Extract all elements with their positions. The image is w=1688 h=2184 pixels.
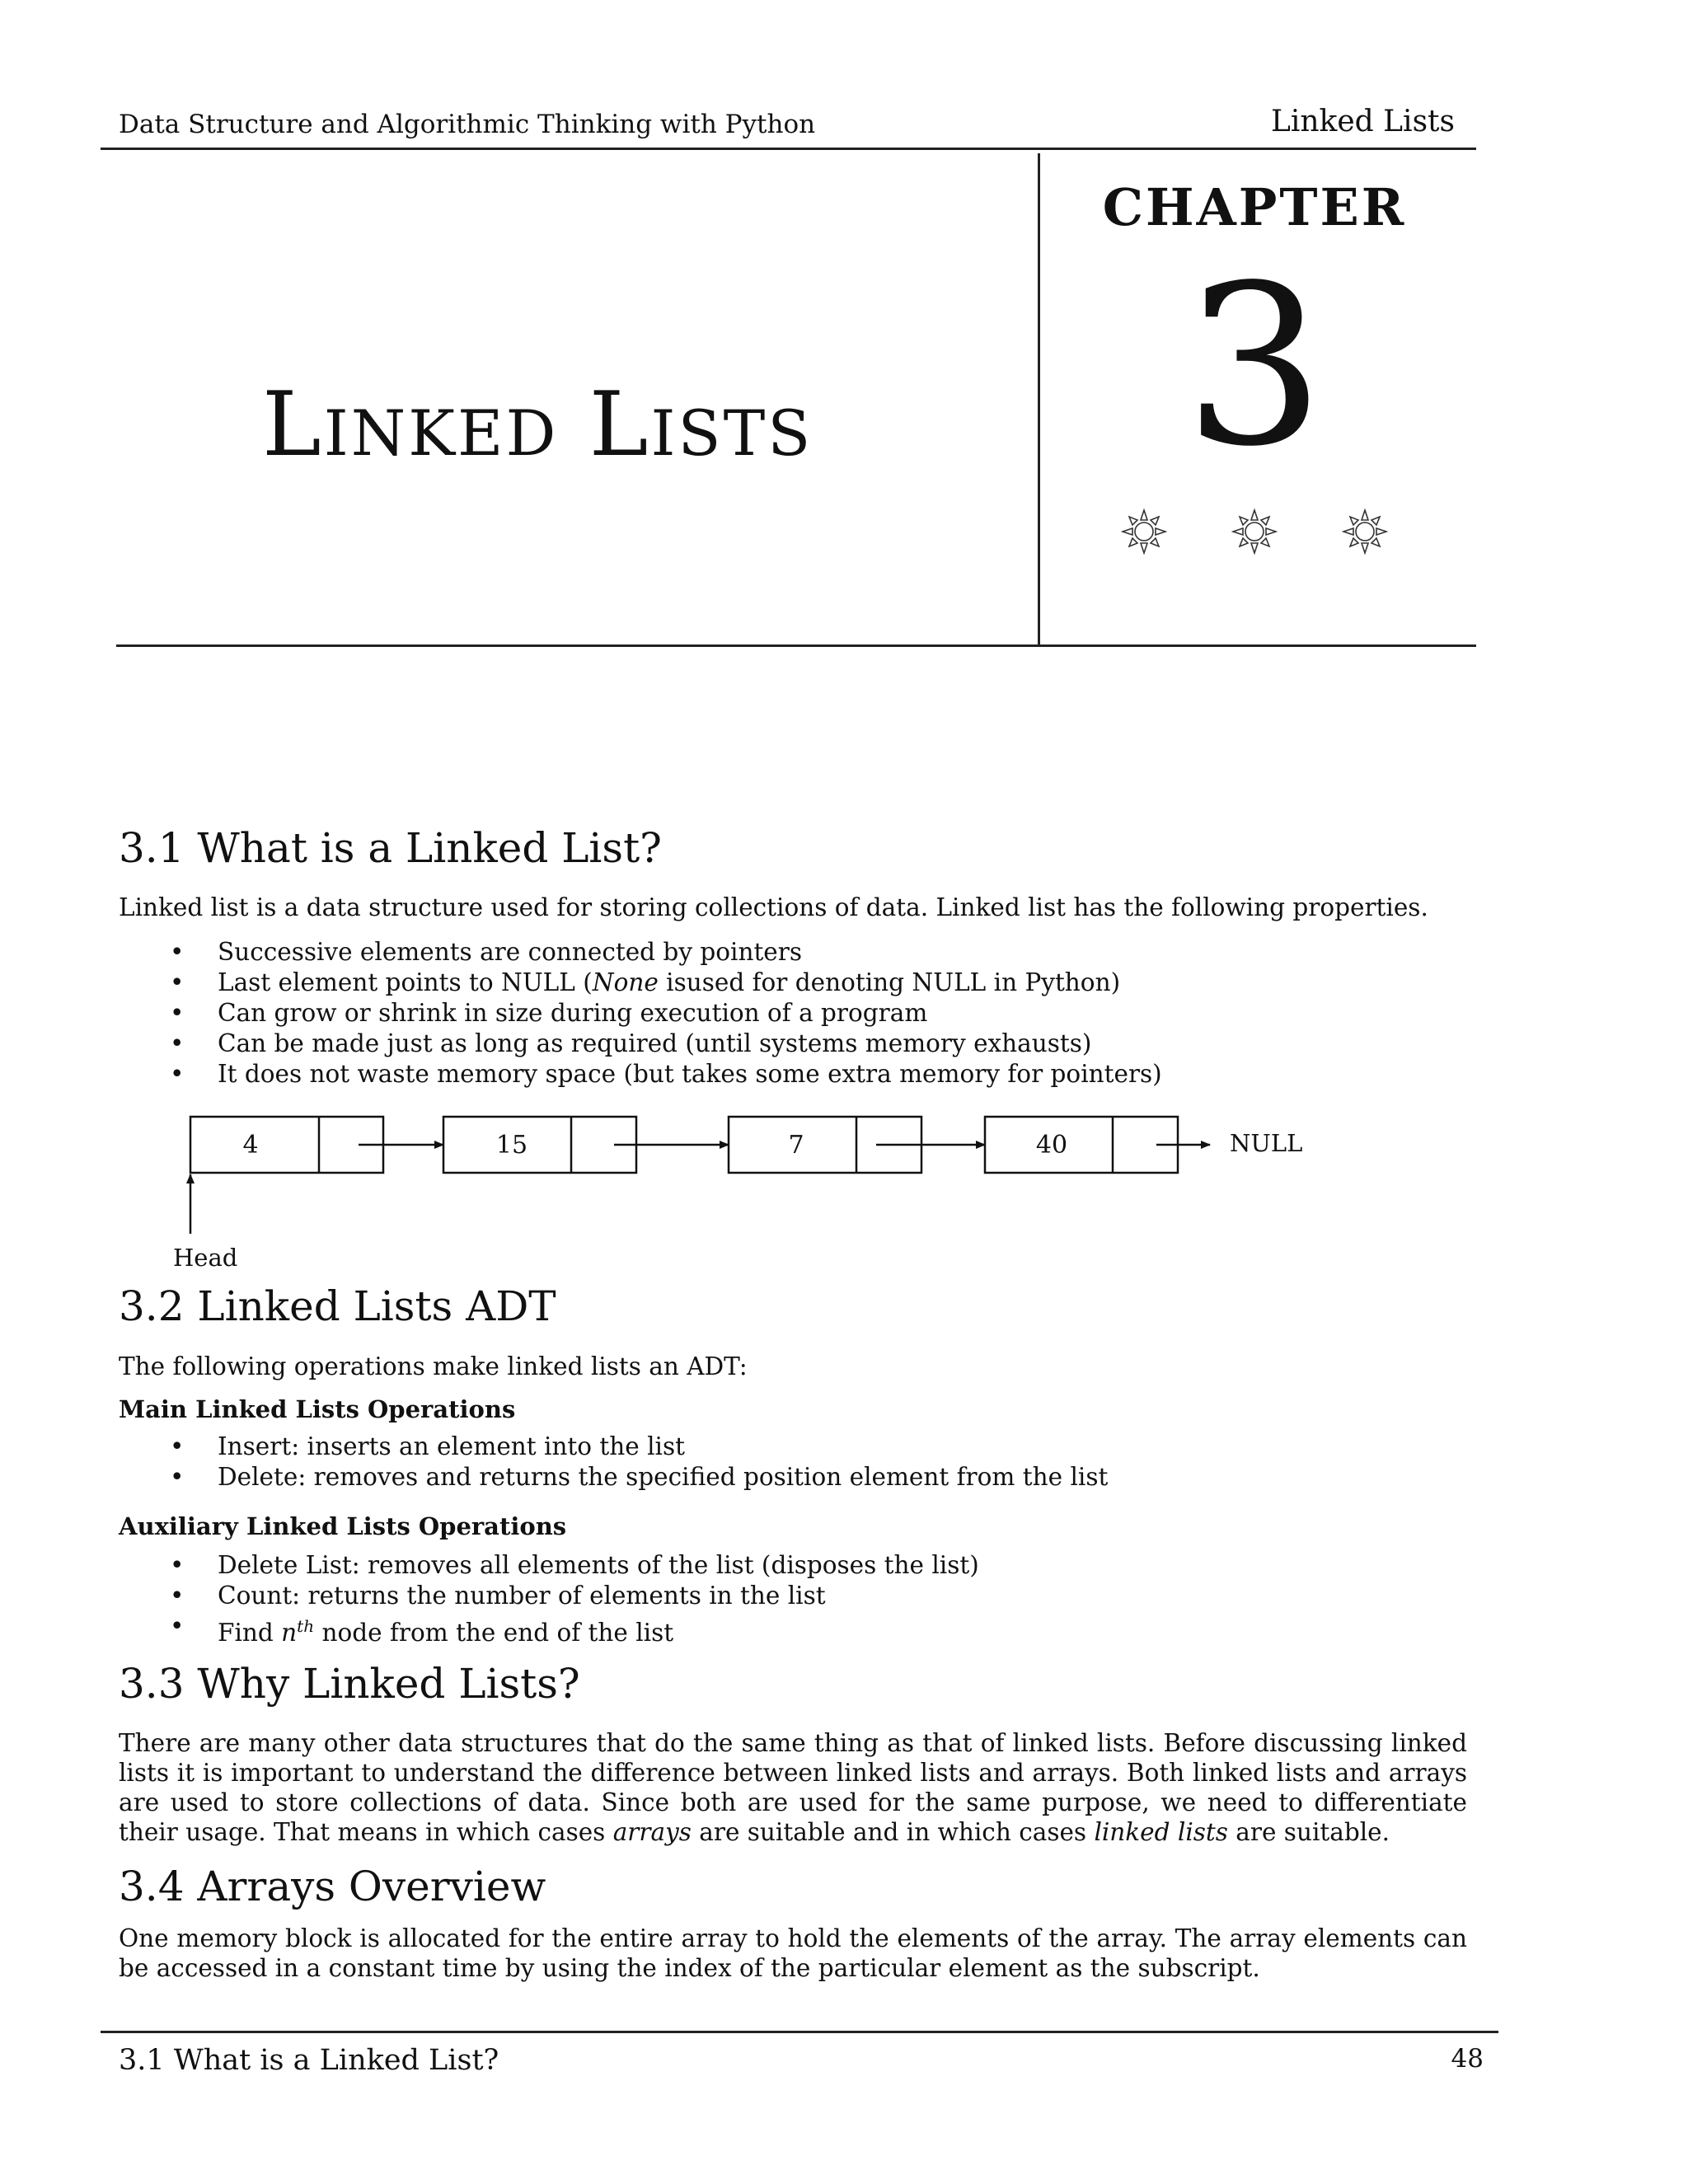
section-heading-3-1: 3.1 What is a Linked List? — [119, 824, 662, 872]
section-heading-3-3: 3.3 Why Linked Lists? — [119, 1660, 580, 1708]
main-operations-list — [119, 1432, 1108, 1493]
running-header-chapter: Linked Lists — [1270, 105, 1455, 138]
chapter-label: CHAPTER — [1102, 177, 1407, 237]
auxiliary-operations-list — [119, 1550, 979, 1648]
section-3-3-paragraph: There are many other data structures that do the same thing as that of linked lists. Before discussing linked lists it is important to understand the difference between linked lists and arrays. Both linked lists and arrays are used to store collections of data. Since both are used for the same purpose, we need to differentiate their usage. That means in which cases arrays are suitable and in which cases linked lists are suitable. — [119, 1729, 1467, 1846]
page-number: 48 — [1451, 2044, 1484, 2074]
list-item: • It does not waste memory space (but takes some extra memory for pointers) — [119, 1059, 1162, 1090]
section-3-2-intro: The following operations make linked lists an ADT: — [119, 1352, 748, 1380]
main-operations-heading: Main Linked Lists Operations — [119, 1395, 516, 1423]
list-item: • Insert: inserts an element into the list — [119, 1432, 1108, 1462]
list-item: • Count: returns the number of elements in the list — [119, 1581, 979, 1611]
chapter-title: Linked Lists — [262, 373, 814, 476]
footer-section-title: 3.1 What is a Linked List? — [119, 2044, 499, 2077]
list-item: • Last element points to NULL (None isused for denoting NULL in Python) — [119, 968, 1162, 998]
node-value: 7 — [788, 1131, 804, 1160]
node-box — [190, 1117, 383, 1173]
list-item: • Successive elements are connected by pointers — [119, 937, 1162, 968]
section-3-1-intro: Linked list is a data structure used for storing collections of data. Linked list has the following properties. — [119, 893, 1428, 921]
chapter-bottom-rule — [116, 644, 1476, 647]
null-label: NULL — [1230, 1129, 1303, 1157]
section-3-4-paragraph: One memory block is allocated for the entire array to hold the elements of the array. The array elements can be accessed in a constant time by using the index of the particular element as the subscript. — [119, 1924, 1467, 1982]
header-rule — [101, 148, 1476, 150]
head-label: Head — [173, 1244, 238, 1272]
list-item: • Delete List: removes all elements of the list (disposes the list) — [119, 1550, 979, 1581]
list-item: • Can be made just as long as required (until systems memory exhausts) — [119, 1029, 1162, 1059]
node-box — [729, 1117, 921, 1173]
footer-rule — [101, 2031, 1498, 2033]
list-item: • Find $n^{th}$ node from the end of the list — [119, 1611, 979, 1648]
node-box — [985, 1117, 1178, 1173]
sun-icon — [1342, 509, 1388, 555]
section-heading-3-4: 3.4 Arrays Overview — [119, 1863, 546, 1910]
node-box — [443, 1117, 636, 1173]
node-value: 4 — [242, 1131, 259, 1160]
list-item: • Can grow or shrink in size during execution of a program — [119, 998, 1162, 1029]
running-header-book-title: Data Structure and Algorithmic Thinking with Python — [119, 110, 816, 139]
sun-icon — [1121, 509, 1167, 555]
node-value: 40 — [1035, 1131, 1068, 1160]
sun-icon — [1231, 509, 1278, 555]
list-item: • Delete: removes and returns the specified position element from the list — [119, 1462, 1108, 1493]
auxiliary-operations-heading: Auxiliary Linked Lists Operations — [119, 1512, 567, 1540]
node-value: 15 — [495, 1131, 528, 1160]
chapter-ornaments — [1040, 509, 1469, 555]
chapter-number: 3 — [1184, 238, 1325, 495]
linked-list-properties — [119, 937, 1162, 1090]
section-heading-3-2: 3.2 Linked Lists ADT — [119, 1282, 556, 1330]
